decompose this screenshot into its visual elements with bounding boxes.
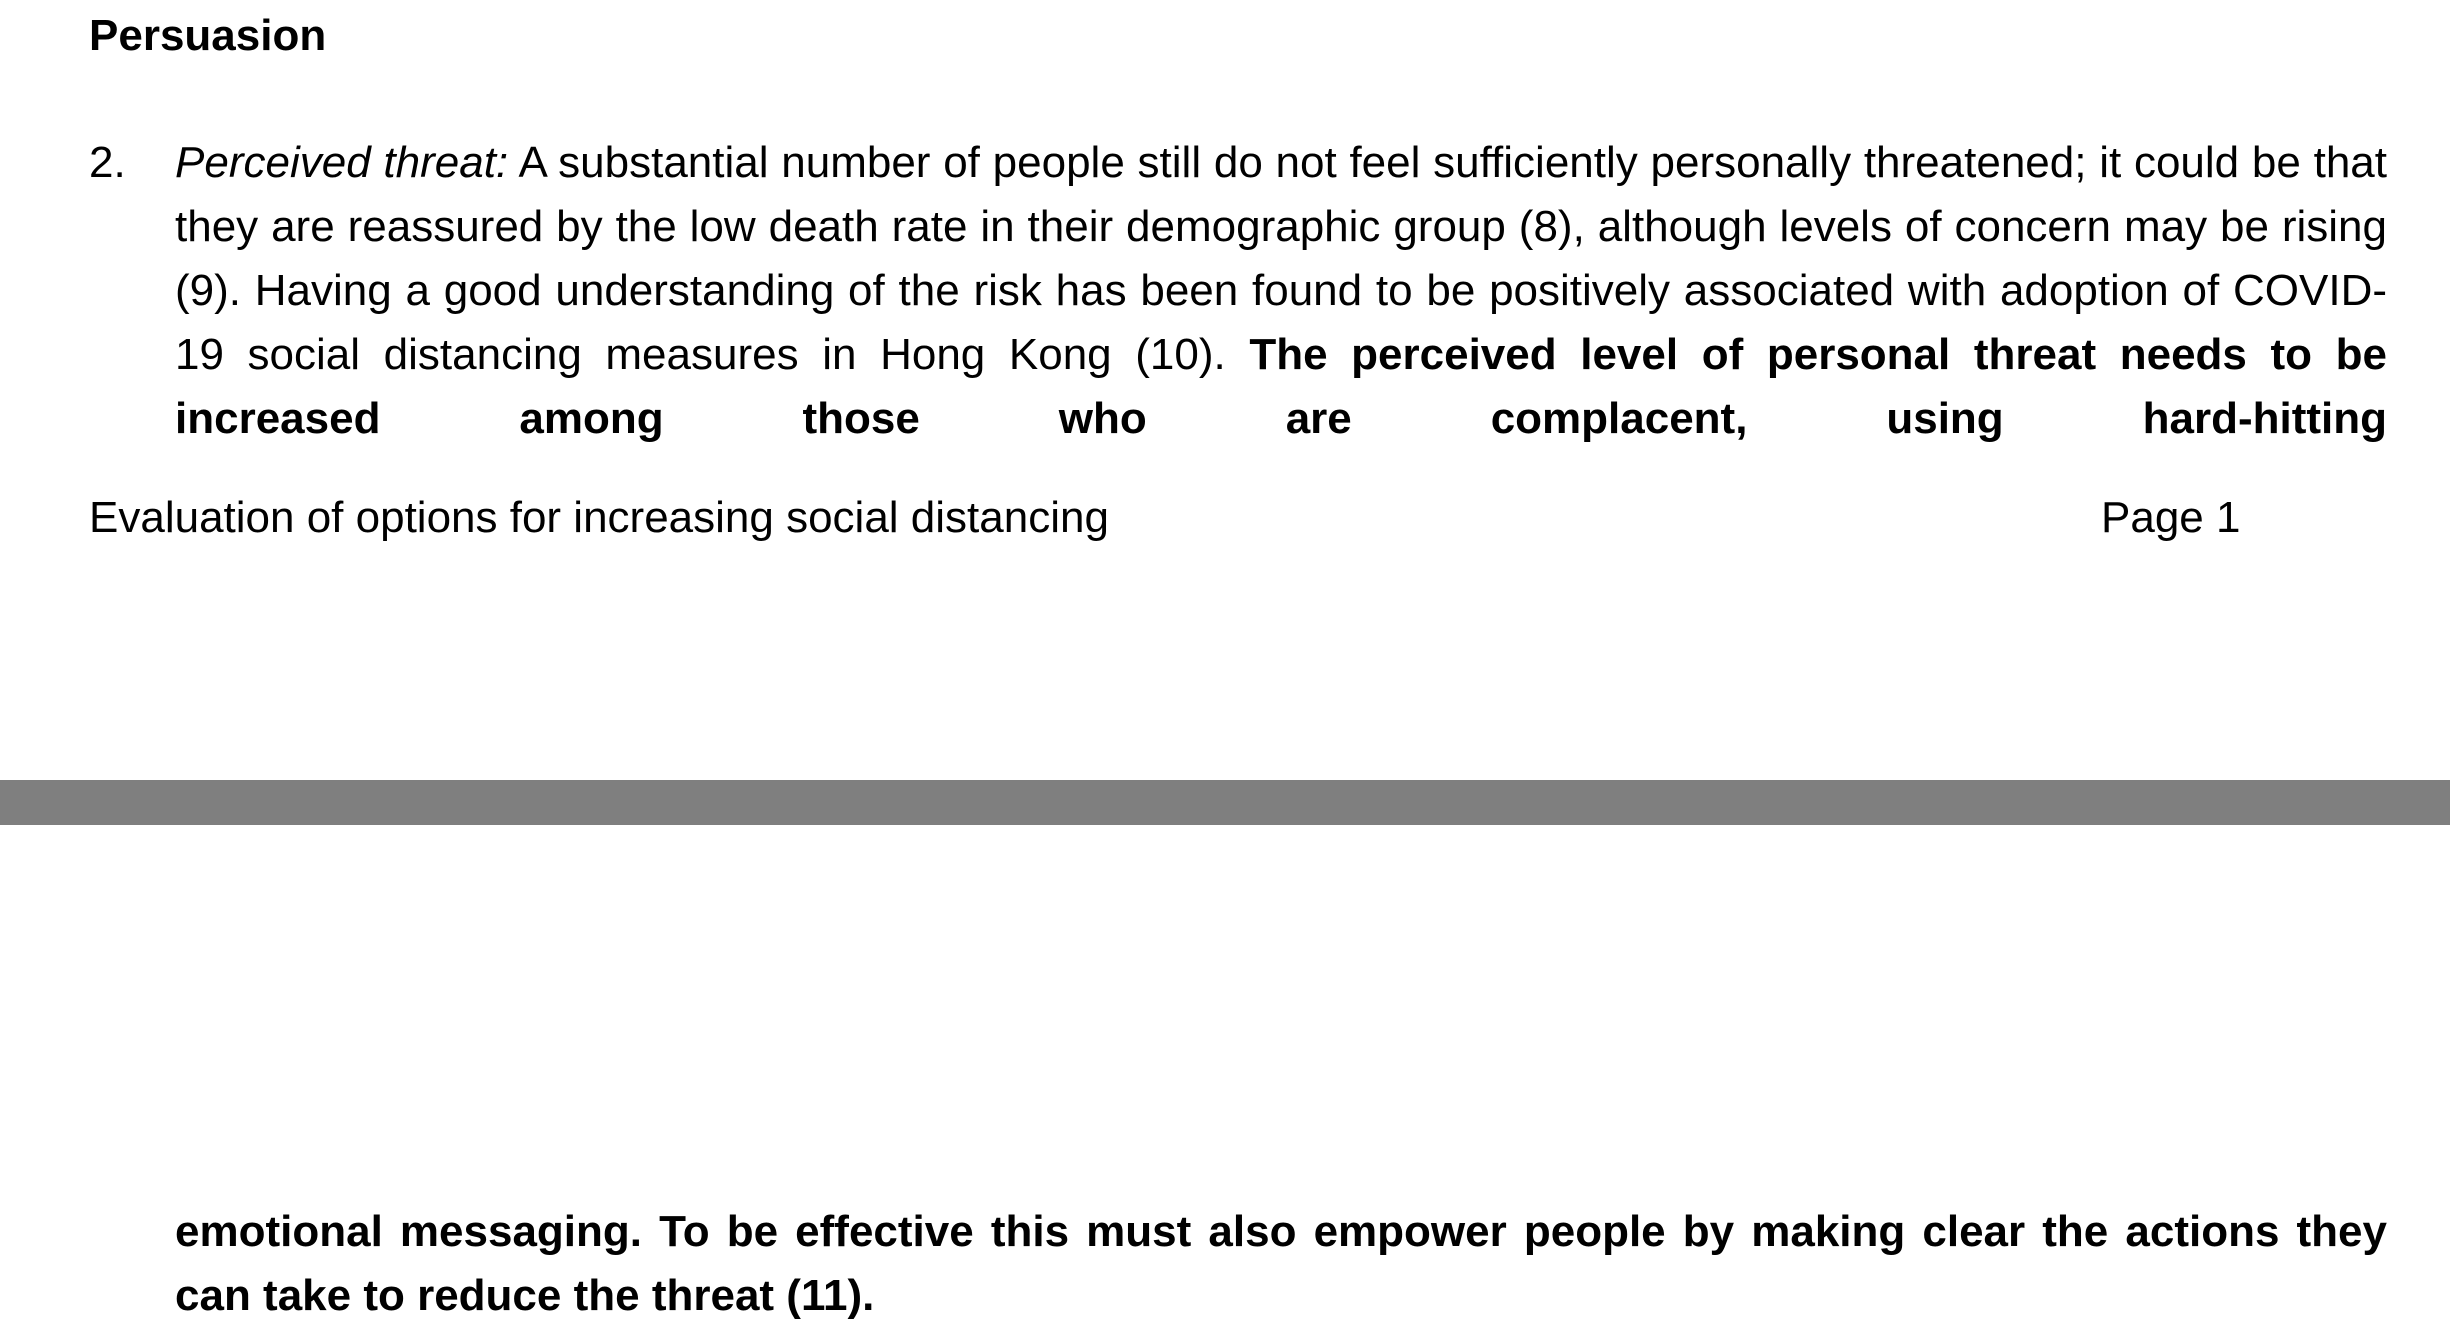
- page-divider: [0, 780, 2450, 825]
- continued-line-2: can take to reduce the threat (11).: [175, 1271, 875, 1320]
- page-number: Page 1: [2101, 493, 2241, 542]
- list-number: 2.: [89, 138, 126, 187]
- section-heading: Persuasion: [89, 11, 327, 60]
- continued-paragraph: [175, 1200, 2387, 1328]
- item-emphasis: The perceived level of personal threat needs to be increased among those who are complacent, using hard-hitting: [175, 330, 2387, 443]
- footer-title: Evaluation of options for increasing social distancing: [89, 493, 1109, 542]
- list-item-body: [175, 131, 2387, 451]
- item-text: A substantial number of people still do not feel sufficiently personally threatened; it could be that they are reassured by the low death rate in their demographic group (8), although levels of concern may be rising (9). Having a good understanding of the risk has been found to be positively associated with adoption of COVID-19 social distancing measures in Hong Kong (10).: [175, 138, 2387, 379]
- continued-line-1: emotional messaging. To be effective this must also empower people by making clear the actions they: [175, 1207, 2387, 1256]
- item-label: Perceived threat:: [175, 138, 509, 187]
